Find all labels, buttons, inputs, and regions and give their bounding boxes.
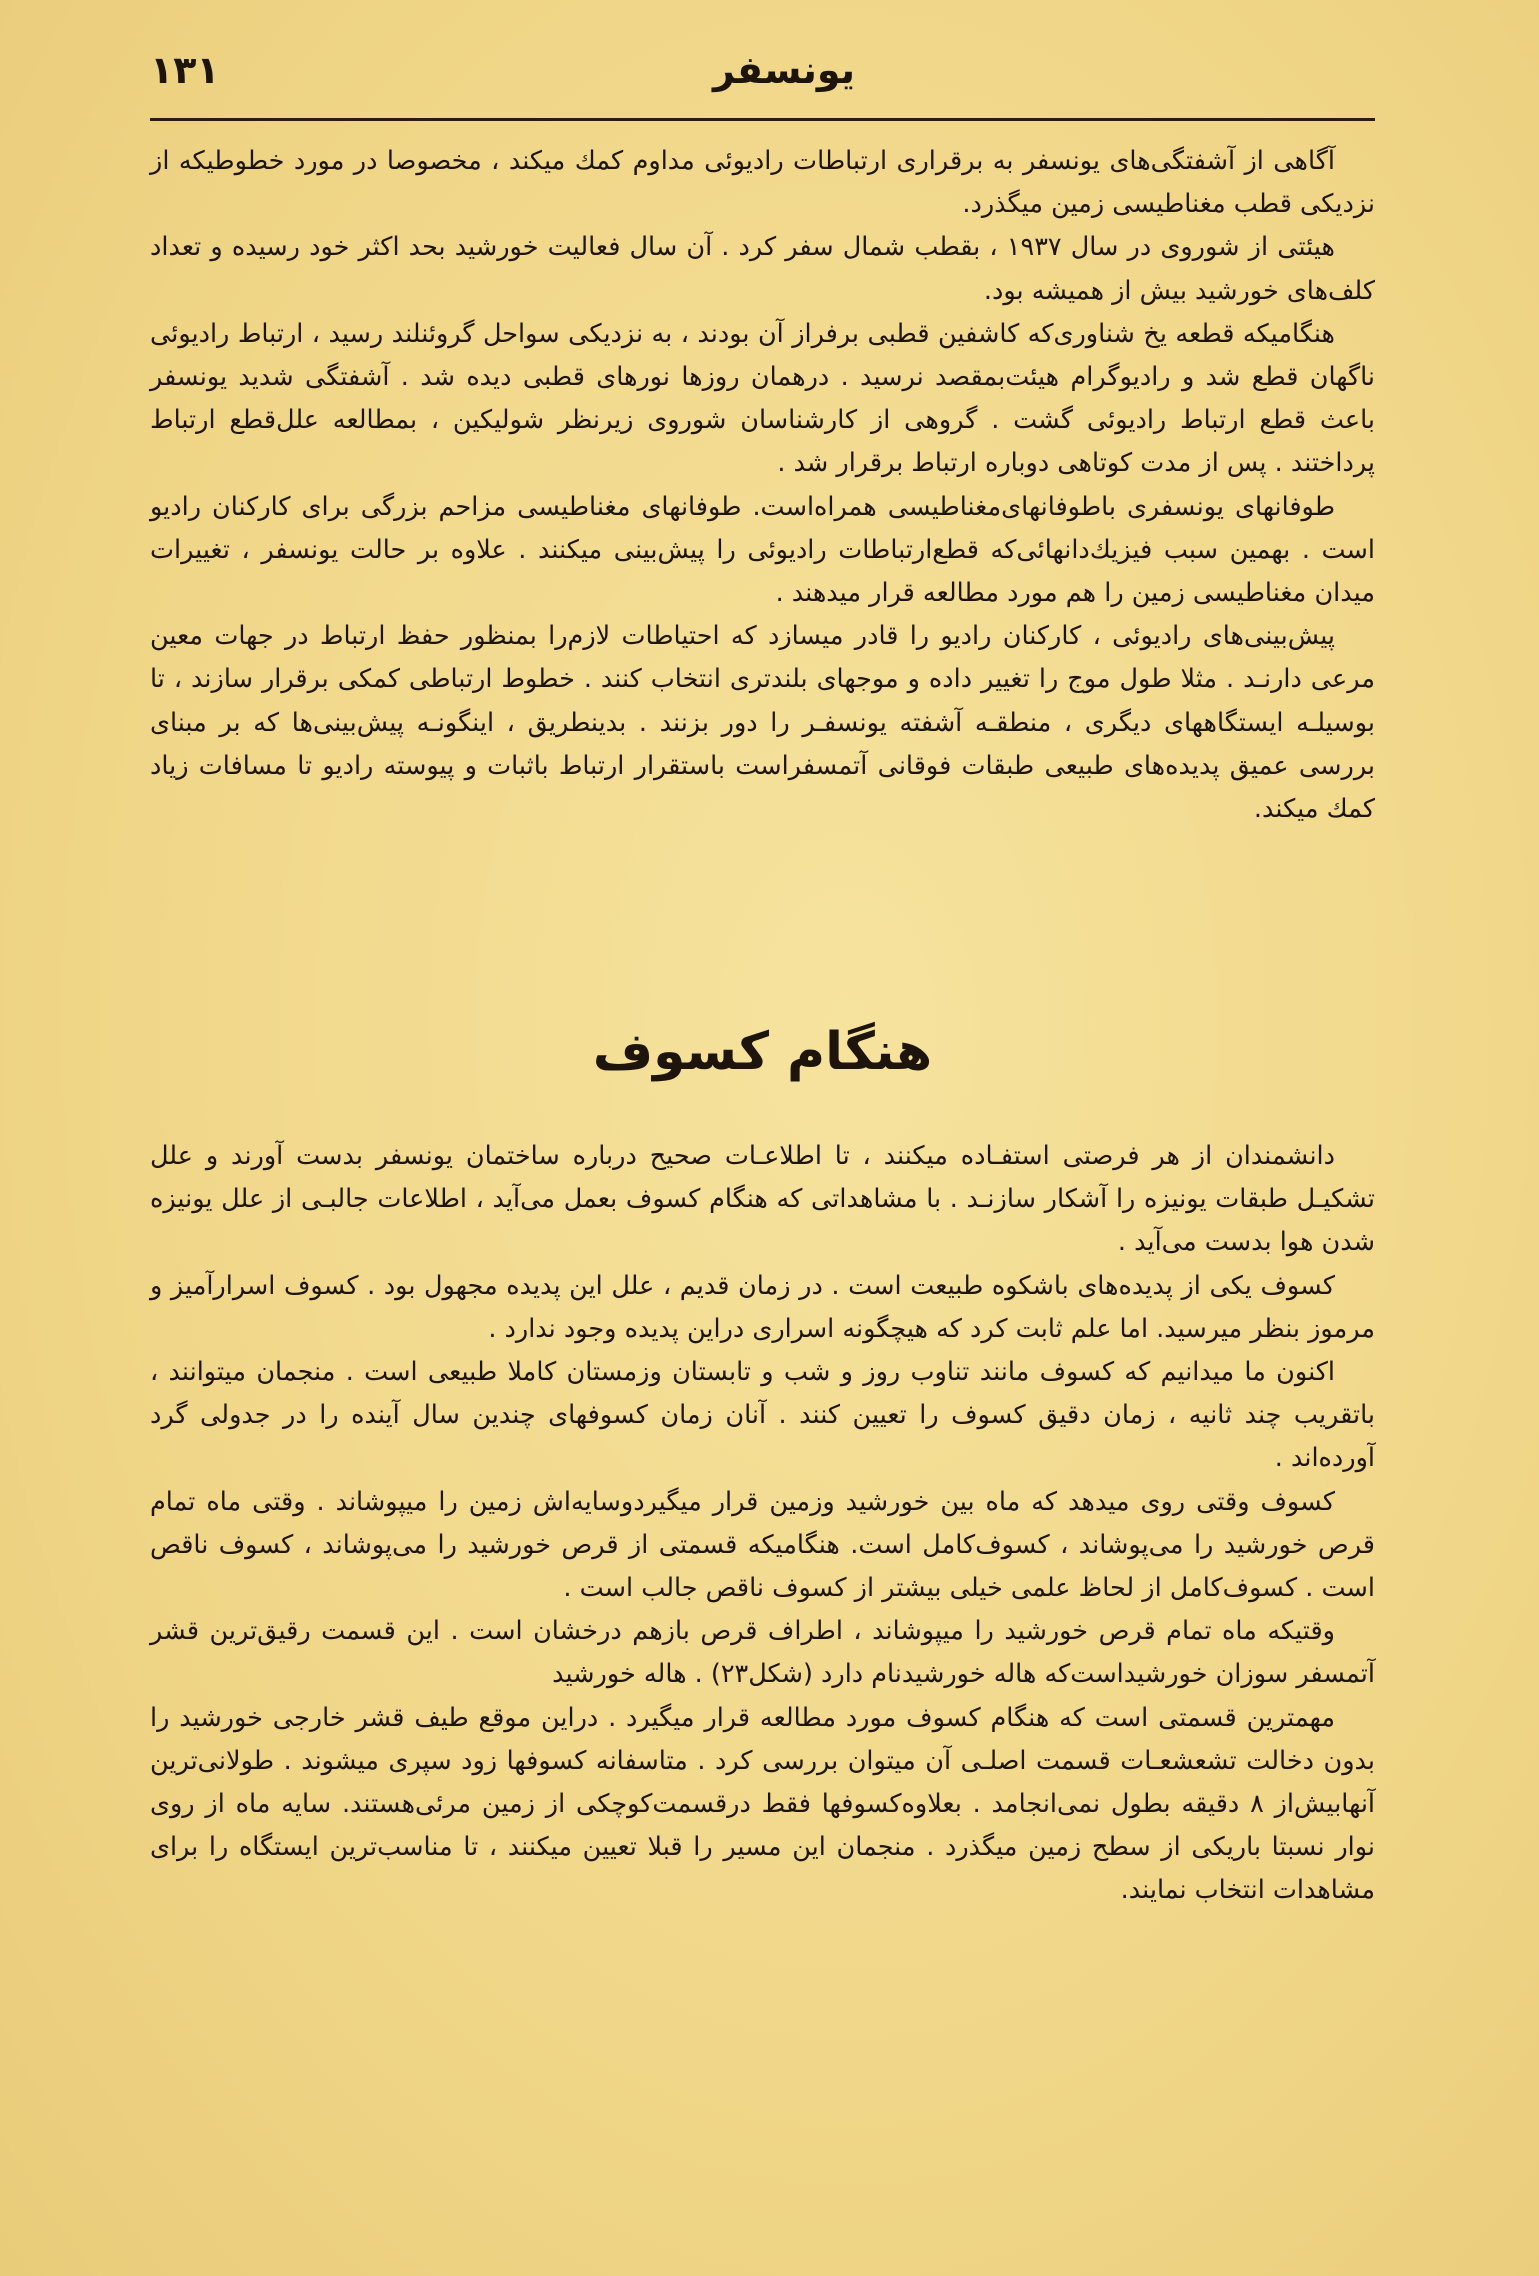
page-header <box>150 40 1375 110</box>
page-number: ۱۳۱ <box>150 48 220 92</box>
section-eclipse-text <box>150 1135 1375 1913</box>
paragraph: اکنون ما میدانیم که کسوف مانند تناوب روز و شب و تابستان وزمستان کاملا طبیعی است . منجمان میتوانند ، باتقریب چند ثانیه ، زمان دقیق کسوف را تعیین کنند . آنان زمان کسوفهای چندین سال آینده را در جدولی گرد آورده‌اند . <box>150 1357 1375 1474</box>
paragraph: هنگامیکه قطعه یخ شناوری‌که کاشفین قطبی برفراز آن بودند ، به نزدیکی سواحل گروئنلند رسید ، ارتباط رادیوئی ناگهان قطع شد و رادیوگرام هیئت‌بمقصد نرسید . درهمان روزها نورهای قطبی دیده شد . آشفتگی شدید یونسفر باعث قطع ارتباط رادیوئی گشت . گروهی از کارشناسان شوروی زیرنظر شولیکین ، بمطالعه علل‌قطع ارتباط پرداختند . پس از مدت کوتاهی دوباره ارتباط برقرار شد . <box>150 318 1375 479</box>
paragraph: آگاهی از آشفتگی‌های یونسفر به برقراری ارتباطات رادیوئی مداوم کمك میکند ، مخصوصا در مورد خطوطیکه از نزدیکی قطب مغناطیسی زمین میگذرد. <box>150 146 1375 220</box>
paragraph: کسوف یکی از پدیده‌های باشکوه طبیعت است . در زمان قدیم ، علل این پدیده مجهول بود . کسوف اسرارآمیز و مرموز بنظر میرسید. اما علم ثابت کرد که هیچگونه اسراری دراین پدیده وجود ندارد . <box>150 1270 1375 1344</box>
section-heading: هنگام کسوف <box>592 1022 933 1082</box>
header-rule <box>150 118 1375 121</box>
paragraph: هیئتی از شوروی در سال ۱۹۳۷ ، بقطب شمال سفر کرد . آن سال فعالیت خورشید بحد اکثر خود رسیده و تعداد کلف‌های خورشید بیش از همیشه بود. <box>150 232 1375 306</box>
paragraph: وقتیکه ماه تمام قرص خورشید را میپوشاند ، اطراف قرص بازهم درخشان است . این قسمت رقیق‌ترین قشر آتمسفر سوزان خورشیداست‌که هاله خورشیدنام دارد (شکل۲۳) . هاله خورشید <box>150 1616 1375 1690</box>
running-title: یونسفر <box>712 48 855 92</box>
paragraph: طوفانهای یونسفری باطوفانهای‌مغناطیسی همراه‌است. طوفانهای مغناطیسی مزاحم بزرگی برای کارکنان رادیو است . بهمین سبب فیزیك‌دانهائی‌که قطع‌ارتباطات رادیوئی را پیش‌بینی میکنند . علاوه بر حالت یونسفر ، تغییرات میدان مغناطیسی زمین را هم مورد مطالعه قرار میدهند . <box>150 491 1375 609</box>
paragraph: مهمترین قسمتی است که هنگام کسوف مورد مطالعه قرار میگیرد . دراین موقع طیف قشر خارجی خورشید را بدون دخالت تشعشعـات قسمت اصلـی آن میتوان بررسی کرد . متاسفانه کسوفها زود سپری میشوند . طولانی‌ترین آنهابیش‌از ۸ دقیقه بطول نمی‌انجامد . بعلاوه‌کسوفها فقط درقسمت‌کوچکی از زمین مرئی‌هستند. سایه ماه از روی نوار نسبتا باریکی از سطح زمین میگذرد . منجمان این مسیر را قبلا تعیین میکنند ، تا مناسب‌ترین ایستگاه را برای مشاهدات انتخاب نمایند. <box>150 1702 1376 1906</box>
paragraph: پیش‌بینی‌های رادیوئی ، کارکنان رادیو را قادر میسازد که احتیاطات لازم‌را بمنظور حفظ ارتباط در جهات معین مرعی دارنـد . مثلا طول موج را تغییر داده و موجهای بلندتری انتخاب کنند . خطوط ارتباطی کمکی برقرار سازند ، تا بوسیلـه ایستگاههای دیگری ، منطقـه آشفته یونسفـر را دور بزنند . بدینطریق ، اینگونـه پیش‌بینی‌ها که بر مبنای بررسی عمیق پدیده‌های طبیعی طبقات فوقانی آتمسفراست باستقرار ارتباط باثبات و پیوسته رادیو تا مسافات زیاد کمك میکند. <box>150 621 1375 825</box>
section-ionosphere-text <box>150 140 1375 831</box>
paragraph: دانشمندان از هر فرصتی استفـاده میکنند ، تا اطلاعـات صحیح درباره ساختمان یونسفر بدست آورند و علل تشکیـل طبقات یونیزه را آشکار سازنـد . با مشاهداتی که هنگام کسوف بعمل می‌آید ، اطلاعات جالبـی از علل یونیزه شدن هوا بدست می‌آید . <box>150 1141 1375 1258</box>
paragraph: کسوف وقتی روی میدهد که ماه بین خورشید وزمین قرار میگیردوسایه‌اش زمین را میپوشاند . وقتی ماه تمام قرص خورشید را می‌پوشاند ، کسوف‌کامل است. هنگامیکه قسمتی از قرص خورشید را می‌پوشاند ، کسوف ناقص است . کسوف‌کامل از لحاظ علمی خیلی بیشتر از کسوف ناقص جالب است . <box>150 1486 1375 1604</box>
